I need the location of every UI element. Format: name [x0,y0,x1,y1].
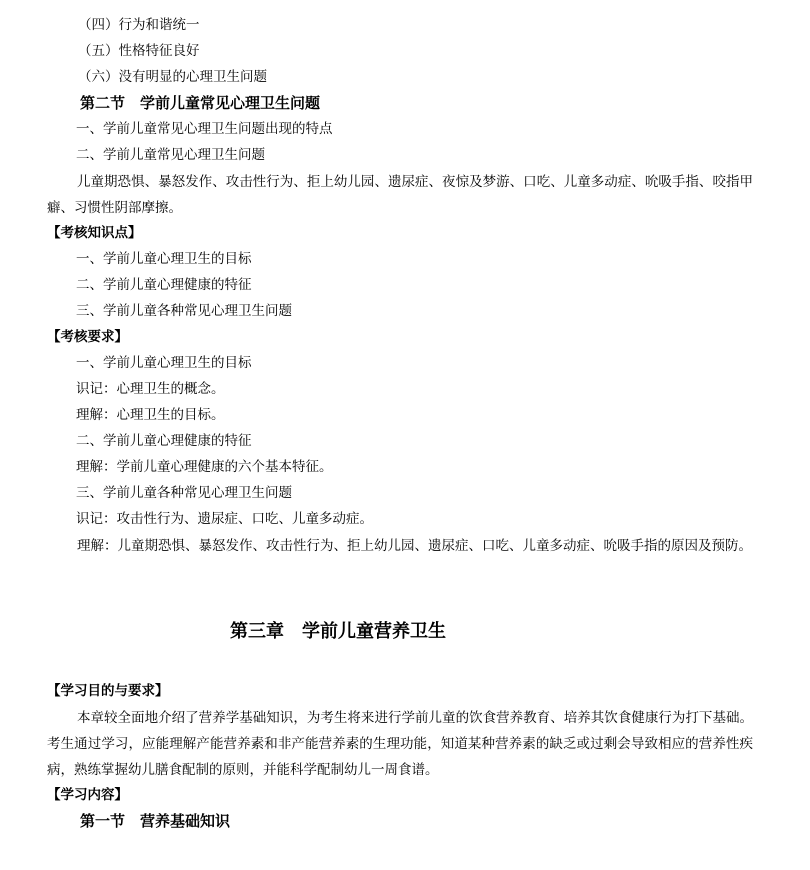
list-item: （六）没有明显的心理卫生问题 [78,69,267,85]
list-item: 识记：攻击性行为、遗尿症、口吃、儿童多动症。 [76,511,373,527]
list-item: （四）行为和谐统一 [78,17,200,33]
list-item: 二、学前儿童心理健康的特征 [76,433,252,449]
list-item: 三、学前儿童各种常见心理卫生问题 [76,303,292,319]
list-item: 一、学前儿童心理卫生的目标 [76,251,252,267]
subheading: 【学习目的与要求】 [47,683,169,699]
list-item: 理解：心理卫生的目标。 [76,407,225,423]
list-item: 一、学前儿童常见心理卫生问题出现的特点 [76,121,333,137]
paragraph: 理解：儿童期恐惧、暴怒发作、攻击性行为、拒上幼儿园、遗尿症、口吃、儿童多动症、吮吸手指的原因及预防。 [77,538,752,554]
section-heading: 第一节 营养基础知识 [80,812,231,830]
subheading: 【学习内容】 [47,787,128,803]
subheading: 【考核要求】 [47,329,128,345]
list-item: 三、学前儿童各种常见心理卫生问题 [76,485,292,501]
subheading: 【考核知识点】 [47,225,142,241]
paragraph: 儿童期恐惧、暴怒发作、攻击性行为、拒上幼儿园、遗尿症、夜惊及梦游、口吃、儿童多动症、吮吸手指、咬指甲癖、习惯性阴部摩擦。 [47,174,753,216]
section-heading: 第二节 学前儿童常见心理卫生问题 [80,94,321,112]
chapter-title: 第三章 学前儿童营养卫生 [230,621,446,642]
list-item: 理解：学前儿童心理健康的六个基本特征。 [76,459,333,475]
list-item: 一、学前儿童心理卫生的目标 [76,355,252,371]
list-item: 二、学前儿童常见心理卫生问题 [76,147,265,163]
list-item: （五）性格特征良好 [78,43,200,59]
list-item: 二、学前儿童心理健康的特征 [76,277,252,293]
list-item: 识记：心理卫生的概念。 [76,381,225,397]
paragraph: 本章较全面地介绍了营养学基础知识，为考生将来进行学前儿童的饮食营养教育、培养其饮食健康行为打下基础。考生通过学习，应能理解产能营养素和非产能营养素的生理功能，知道某种营养素的缺乏或过剩会导致相应的营养性疾病，熟练掌握幼儿膳食配制的原则，并能科学配制幼儿一周食谱。 [47,710,753,778]
